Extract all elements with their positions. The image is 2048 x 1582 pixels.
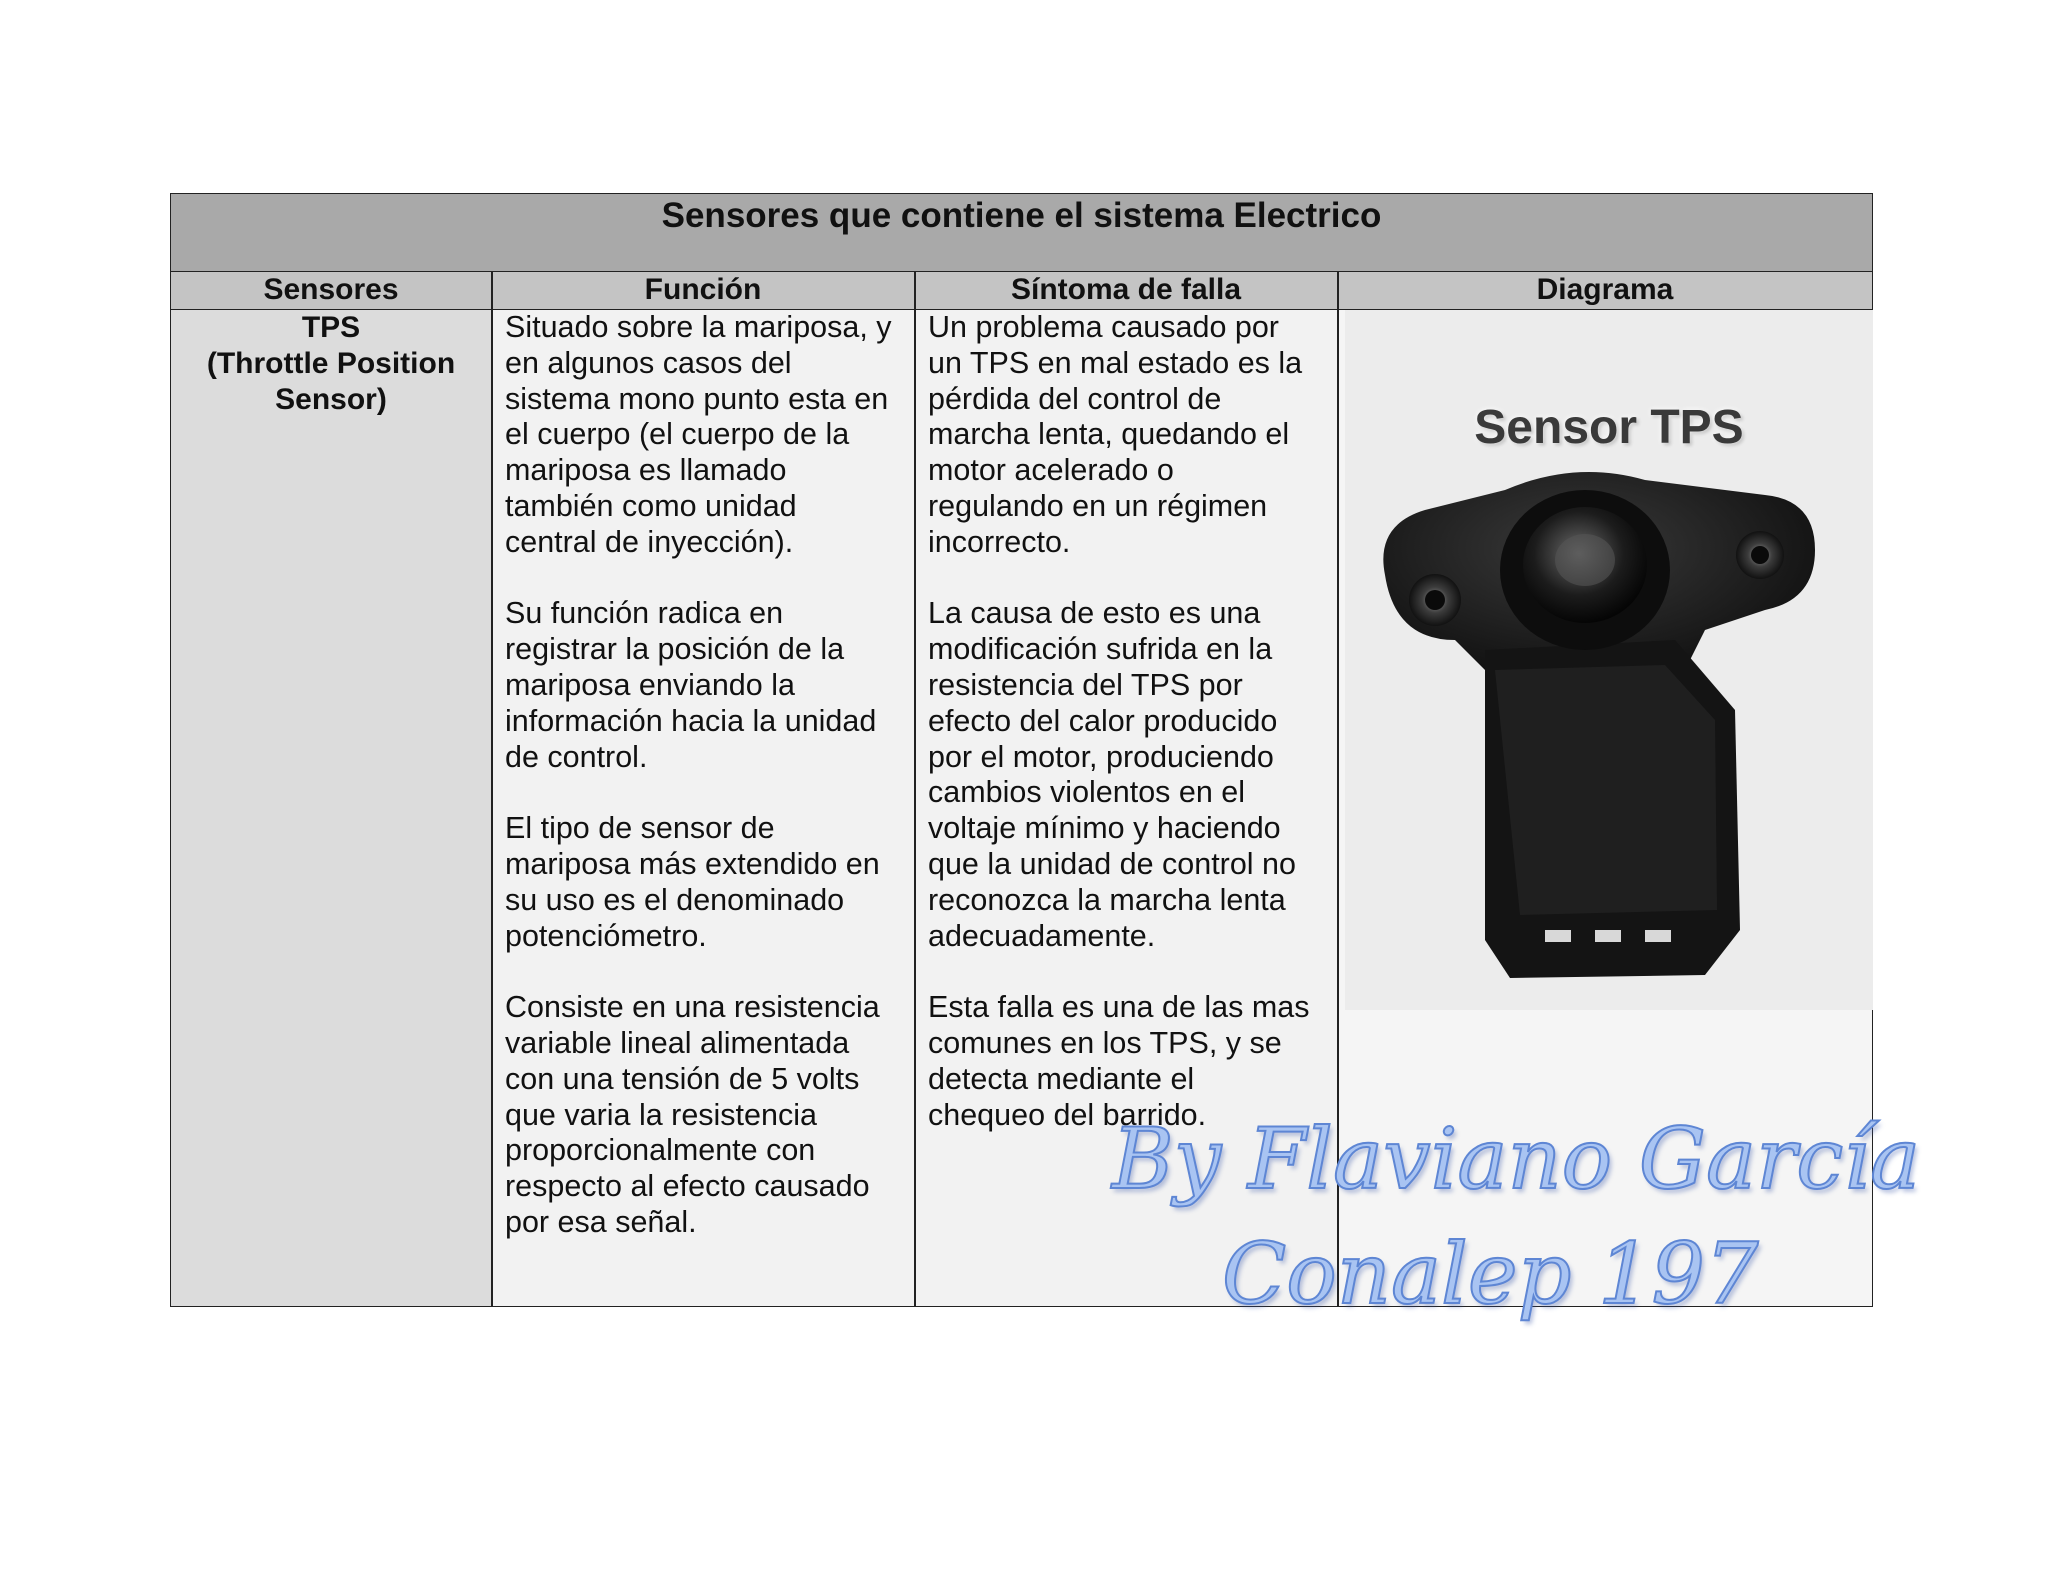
sintoma-paragraph: Un problema causado por un TPS en mal estado es la pérdida del control de marcha lenta, quedando el motor acelerado o regulando en un régimen incorrecto.	[928, 310, 1303, 559]
watermark-school: Conalep 197	[1222, 1225, 1759, 1323]
tps-sensor-icon	[1345, 310, 1873, 1010]
table-header-row	[171, 272, 1872, 310]
header-sintoma: Síntoma de falla	[1010, 273, 1242, 306]
tps-sensor-photo	[1345, 310, 1873, 1010]
sintoma-paragraph: Esta falla es una de las mas comunes en los TPS, y se detecta mediante el chequeo del barrido.	[928, 990, 1310, 1132]
table-title-row	[171, 194, 1872, 272]
funcion-paragraph: Su función radica en registrar la posición de la mariposa enviando la información hacia la unidad de control.	[505, 596, 877, 774]
sensor-name: TPS (Throttle Position Sensor)	[206, 311, 456, 416]
sensor-cell	[171, 310, 491, 1306]
table-title: Sensores que contiene el sistema Electrico	[661, 196, 1382, 235]
sintoma-text	[928, 310, 1333, 1169]
column-divider	[491, 272, 493, 1306]
sintoma-paragraph: La causa de esto es una modificación sufrida en la resistencia del TPS por efecto del calor producido por el motor, produciendo cambios violentos en el voltaje mínimo y haciendo que la unidad de control no reconozca la marcha lenta adecuadamente.	[928, 596, 1296, 953]
column-divider	[914, 272, 916, 1306]
funcion-paragraph: Situado sobre la mariposa, y en algunos casos del sistema mono punto esta en el cuerpo (el cuerpo de la mariposa es llamado también como unidad central de inyección).	[505, 310, 892, 559]
photo-caption: Sensor TPS	[1474, 401, 1744, 454]
header-sensores: Sensores	[263, 273, 399, 306]
funcion-paragraph: El tipo de sensor de mariposa más extendido en su uso es el denominado potenciómetro.	[505, 811, 880, 953]
watermark-author: By Flaviano García	[1112, 1110, 1921, 1208]
funcion-text	[505, 310, 910, 1277]
header-funcion: Función	[644, 273, 762, 306]
header-diagrama: Diagrama	[1536, 273, 1674, 306]
funcion-paragraph: Consiste en una resistencia variable lineal alimentada con una tensión de 5 volts que varia la resistencia proporcionalmente con respecto al efecto causado por esa señal.	[505, 990, 880, 1239]
